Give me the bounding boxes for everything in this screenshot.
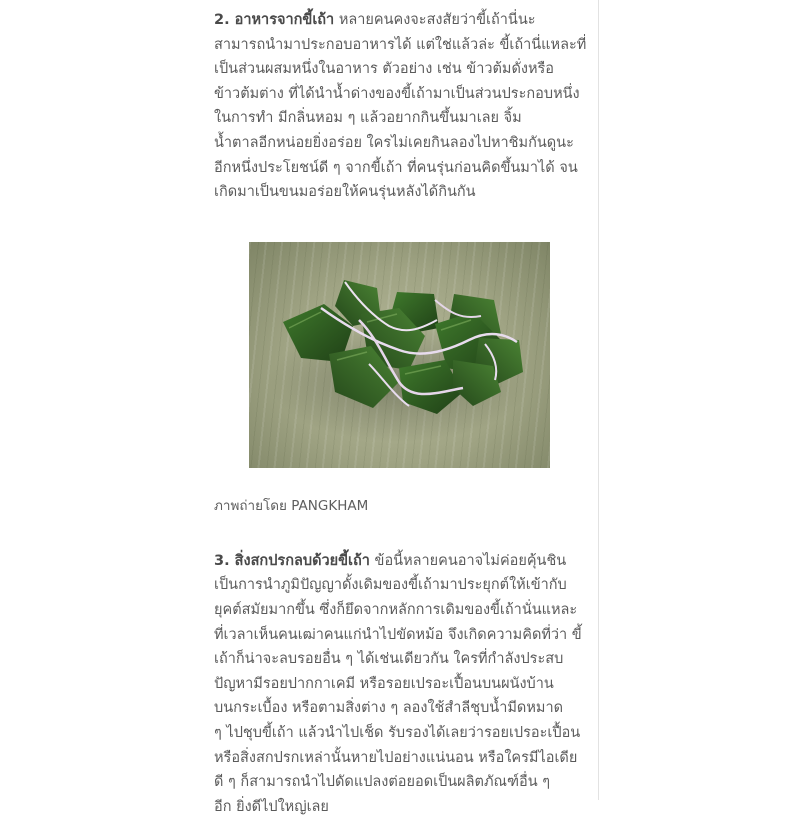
section-3-heading: 3. สิ่งสกปรกลบด้วยขี้เถ้า <box>214 552 370 569</box>
section-3-line-5: เถ้าก็น่าจะลบรอยอื่น ๆ ได้เช่นเดียวกัน ใครที่กำลังประสบ <box>214 651 564 668</box>
khanom-dumplings-photo <box>249 242 550 468</box>
section-3-line-1: ข้อนี้หลายคนอาจไม่ค่อยคุ้นชิน <box>374 552 567 569</box>
section-3-line-7: บนกระเบื้อง หรือตามสิ่งต่าง ๆ ลองใช้สำลีชุบน้ำมีดหมาด <box>214 700 563 717</box>
section-2-line-4: ข้าวต้มต่าง ที่ได้นำน้ำด่างของขี้เถ้ามาเป็นส่วนประกอบหนึ่ง <box>214 85 580 102</box>
section-3-line-3: ยุคต์สมัยมากขึ้น ซึ่งก็ยึดจากหลักการเดิมของขี้เถ้านั่นแหละ <box>214 601 578 618</box>
section-2-line-2: สามารถนำมาประกอบอาหารได้ แต่ใช่แล้วล่ะ ขี้เถ้านี่แหละที่ <box>214 36 587 53</box>
section-3-line-2: เป็นการนำภูมิปัญญาดั้งเดิมของขี้เถ้ามาประยุกต์ให้เข้ากับ <box>214 577 567 594</box>
section-3-paragraph <box>214 549 592 819</box>
section-3-line-11: อีก ยิ่งดีไปใหญ่เลย <box>214 798 329 815</box>
section-3-line-10: ดี ๆ ก็สามารถนำไปดัดแปลงต่อยอดเป็นผลิตภัณฑ์อื่น ๆ <box>214 774 551 791</box>
section-3-line-4: ที่เวลาเห็นคนเฒ่าคนแก่นำไปขัดหม้อ จึงเกิดความคิดที่ว่า ขี้ <box>214 626 582 643</box>
section-3-line-8: ๆ ไปชุบขี้เถ้า แล้วนำไปเช็ด รับรองได้เลยว่ารอยเปรอะเปื้อน <box>214 724 581 741</box>
section-2-paragraph <box>214 8 592 205</box>
section-2-line-5: ในการทำ มีกลิ่นหอม ๆ แล้วอยากกินขึ้นมาเลย จิ้ม <box>214 110 522 127</box>
section-2-line-3: เป็นส่วนผสมหนึ่งในอาหาร ตัวอย่าง เช่น ข้าวต้มดั่งหรือ <box>214 61 555 78</box>
wrapped-banana-leaf-dumplings-photo <box>249 242 550 468</box>
photo-caption: ภาพถ่ายโดย PANGKHAM <box>214 497 369 514</box>
section-2-line-6: น้ำตาลอีกหน่อยยิ่งอร่อย ใครไม่เคยกินลองไปหาชิมกันดูนะ <box>214 134 574 151</box>
section-3-line-6: ปัญหามีรอยปากกาเคมี หรือรอยเปรอะเปื้อนบนผนังบ้าน <box>214 675 554 692</box>
section-2-heading: 2. อาหารจากขี้เถ้า <box>214 12 335 28</box>
section-2-line-7: อีกหนึ่งประโยชน์ดี ๆ จากขี้เถ้า ที่คนรุ่นก่อนคิดขึ้นมาได้ จน <box>214 159 578 176</box>
article-body <box>214 8 592 819</box>
section-3-line-9: หรือสิ่งสกปรกเหล่านั้นหายไปอย่างแน่นอน หรือใครมีไอเดีย <box>214 749 578 766</box>
column-divider <box>598 0 599 800</box>
section-2-line-8: เกิดมาเป็นขนมอร่อยให้คนรุ่นหลังได้กินกัน <box>214 184 476 201</box>
section-2-line-1: หลายคนคงจะสงสัยว่าขี้เถ้านี่นะ <box>338 12 536 28</box>
